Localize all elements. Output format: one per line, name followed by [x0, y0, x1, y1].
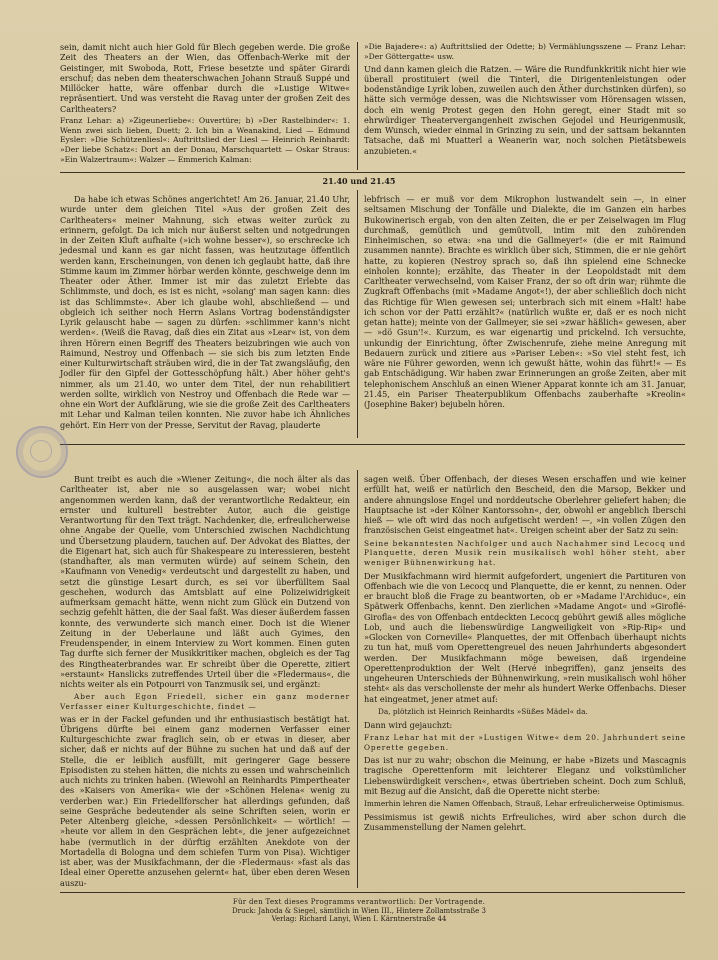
column-divider [357, 190, 358, 438]
top-right-column [364, 42, 686, 156]
paragraph: Bunt treibt es auch die »Wiener Zeitung«, die noch älter als das Carltheater ist, aber nie so ausgelassen war; wobei nicht angenommen werden kann, daß der verantwortliche Redakteur, ein ernster und kulturell bestrebter Autor, auch die geistige Verantwortung für den Text trägt. Nachdenker, die, erfreulicherweise ohne Angabe der Quelle, vom Unterschied zwischen Nachdichtung und Übersetzung plaudern, tauchen auf. Der Advokat des Blattes, der die Eigenart hat, sich auch für Shakespeare zu interessieren, besteht (standhafter, als man vermuten würde) auf seinem Schein, den »Kaufmann von Venedig« verdeutscht und dargestellt zu haben, und setzt die günstige Lesart durch, es sei vor überfülltem Saal geschehen, wodurch das Amtsblatt auf eine Polizeiwidrigkeit aufmerksam gemacht hätte, wenn nicht zum Glück ein Dutzend von sechzig gefehlt hätten, die der Saal faßt. Was dieser äußerdem fassen konnte, des verwunderte sich manch einer. Doch ist die Wiener Zeitung in der Ueberlaune und läßt auch Gyimes, den Freudenspender, in einem Interview zu Wort kommen. Einen guten Tag durfte sich ferner der Musikkritiker machen, obgleich es der Tag des Ringtheaterbrandes war. Er schreibt über die Operette, zitiert »erstaunt« Hanslicks zutreffendes Urteil über die »Fledermaus«, die nichts weiter als ein Potpourri von Tanzmusik sei, und ergänzt: [60, 474, 350, 689]
quotation: Franz Lehar hat mit der »Lustigen Witwe« dem 20. Jahrhundert seine Operette gegeben. [364, 732, 686, 752]
program-listing: Franz Lehar: a) »Zigeunerliebe«: Ouvertüre; b) »Der Rastelbinder«: 1. Wenn zwei sich lieben, Duett; 2. Ich bin a Weanakind, Lied — Edmund Eysler: »Die Schützenliesl«: Auftrittslied der Liesl — Heinrich Reinhardt: »Der liebe Schatz«: Dort an der Donau, Marschquartett — Oskar Straus: »Ein Walzertraum«: Walzer — Emmerich Kalman: [60, 115, 350, 164]
paragraph: sein, damit nicht auch hier Gold für Blech gegeben werde. Die große Zeit des Theaters an der Wien, das Offenbach-Werke mit der Geistinger, mit Swoboda, Rott, Friese besetzte und später Girardi erschuf; das neben dem theaterschwachen Johann Strauß Suppé und Millöcker hatte, wäre offenbar durch die »Lustige Witwe« repräsentiert. Und was versteht die Ravag unter der großen Zeit des Carltheaters? [60, 42, 350, 114]
paragraph: Das ist nur zu wahr; obschon die Meinung, er habe »Bizets und Mascagnis tragische Operettenform mit leichterer Eleganz und volkstümlicher Liebenswürdigkeit verschen«, etwas übertrieben scheint. Doch zum Schluß, mit Bezug auf die Ansicht, daß die Operette nicht sterbe: [364, 755, 686, 796]
section-rule [60, 172, 685, 173]
imprint-footer [0, 898, 718, 924]
mid-left-column [60, 194, 350, 430]
paragraph: Da habe ich etwas Schönes angerichtet! Am 26. Januar, 21.40 Uhr, wurde unter dem gleichen Titel »Aus der großen Zeit des Carltheaters« meiner Mahnung, sich etwas weiter zurück zu erinnern, gefolgt. Da ich mich nur äußerst selten und notgedrungen in der Zeiten Kluft aufhalte (»ich wohne besser«), so erschrecke ich jedesmal und kann es gar nicht fassen, was heutzutage öffentlich werden kann, Erscheinungen, von denen ich geglaubt hatte, daß ihre Stimme kaum im Zimmer hörbar werden könnte, geschweige denn im Theater oder Äther. Immer ist mir das zuletzt Erlebte das Schlimmste, und doch, es ist es nicht, »solang' man sagen kann: dies ist das Schlimmste«. Aber ich glaube wohl, abschließend — und obgleich ich seither noch Herrn Aslans Vortrag bodenständigster Lyrik gelauscht habe — sagen zu dürfen: »schlimmer kann's nicht werden«. (Weiß die Ravag, daß dies ein Zitat aus »Lear« ist, von dem ihren Hörern einen Begriff des Theaters beizubringen wie auch von Raimund, Nestroy und Offenbach — sie sich bis zum letzten Ende einer Kulturwirtschaft sträuben wird, die in der Tat zwangsläufig, den Jodler für den Gipfel der Gottesschöpfung hält.) Aber höher geht's nimmer, als um 21.40, wo unter dem Titel, der nun rehabilitiert werden sollte, wirklich von Nestroy und Offenbach die Rede war — ohne ein Wort der Aufklärung, wie sie die große Zeit des Carltheaters mit Lehar und Kalman teilen konnten. Nie zuvor habe ich Ähnliches gehört. Ein Herr von der Presse, Servitut der Ravag, plauderte [60, 194, 350, 430]
mid-right-column [364, 194, 686, 409]
paragraph: sagen weiß. Über Offenbach, der dieses Wesen erschaffen und wie keiner erfüllt hat, weiß er natürlich den Bescheid, den die Marsop, Bekker und andere ahnungslose Engel und norddeutsche Oberlehrer geliefert haben; die Hauptsache ist »der Kölner Kantorssohn«, der, obwohl er angeblich Iberschi hieß — wie oft wird das noch aufgetischt werden! —, »in vollen Zügen den französischen Geist eingeatmet hat«. Ureigen scheint aber der Satz zu sein: [364, 474, 686, 536]
quotation: Aber auch Egon Friedell, sicher ein ganz moderner Verfasser einer Kulturgeschichte, findet — [60, 692, 350, 711]
section-rule [60, 892, 685, 893]
paragraph: Pessimismus ist gewiß nichts Erfreuliches, wird aber schon durch die Zusammenstellung der Namen gelehrt. [364, 811, 686, 833]
imprint-line: Für den Text dieses Programms verantwortlich: Der Vortragende. [232, 898, 486, 906]
low-left-column [60, 474, 350, 888]
quotation: Immerhin lehren die Namen Offenbach, Strauß, Lehar erfreulicherweise Optimismus. [364, 799, 685, 809]
section-rule [60, 444, 685, 445]
paragraph: was er in der Fackel gefunden und ihr enthusiastisch bestätigt hat. Übrigens dürfte bei einem ganz modernen Verfasser einer Kulturgeschichte zwar fraglich sein, ob er etwas in dieser, aber sicher, daß er nichts auf der Bühne zu suchen hat und daß auf der Stelle, die er leiblich ausfüllt, mit geringerer Gage bessere Episodisten zu stehen hätten, die nichts zu essen und wahrscheinlich auch nichts zu trinken haben. (Wiewohl an Reinhardts Pimpertheater des »Kaisers von Amerika« wie der »Schönen Helena« wenig zu verderben war.) Ein Friedellforscher hat allerdings gefunden, daß seine Gespräche bedeutender als seine Schriften seien, worin er Peter Altenberg gleiche, »dessen Persönlichkeit« — wörtlich! — »heute vor allem in den Gesprächen lebt«, die jener aufgezeichnet habe (vermutlich in der dürftig erzählten Anekdote von der Mortadella di Bologna und dem schiefen Turm von Pisa). Wichtiger ist aber, was der Musikfachmann, der die ›Fledermaus‹ »fast als das Ideal einer Operette anzusehen gelernt« hat, über eben deren Wesen auszu- [60, 713, 350, 888]
paragraph: Und dann kamen gleich die Ratzen. — Wäre die Rundfunkkritik nicht hier wie überall prostituiert (weil die Tinterl, die Dirigentenleistungen oder bodenständige Lyrik loben, zuweilen auch den Äther durchstinken dürfen), so hätte sich vermöge dessen, was die Nichtswisser vom Hörensagen wissen, doch ein wenig Protest gegen den Hohn geregt, einer Stadt mit so ehrwürdiger Theatervergangenheit zwischen Gejodel und Heurigenmusik, dem Wunsch, wieder einmal in Grinzing zu sein, und der sattsam bekannten Tatsache, daß mi Muatterl a Weanerin war, noch solchen Pietätsbeweis anzubieten.« [364, 63, 686, 156]
quotation: Da, plötzlich ist Heinrich Reinhardts »Süßes Mädel« da. [378, 706, 588, 716]
library-stamp-icon [16, 426, 68, 478]
paragraph: Der Musikfachmann wird hiermit aufgefordert, ungeniert die Partituren von Offenbach wie die von Lecocq und Planquette, die er kennt, zu nennen. Oder er braucht bloß die Frage zu beantworten, ob er »Madame l'Archiduc«, ein Spätwerk Offenbachs, kennt. Den zierlichen »Madame Angot« und »Giroflé-Girofla« des von Offenbach entdeckten Lecocq gebührt gewiß alles mögliche Lob, und auch die liebenswürdige Langweiligkeit von »Rip-Rip« und »Glocken von Corneville« Planquettes, der mit Offenbach überhaupt nichts zu tun hat, muß vom Operettengreuel des neuen Jahrhunderts abgesondert werden. Der Musikfachmann möge beweisen, daß irgendeine Operettenproduktion der Welt (Hervé inbegriffen), ganz jenseits des ungeheuren Unterschieds der Bühnenwirkung, »rein musikalisch wohl höher steht« als das verschollenste der mehr als hundert Werke Offenbachs. Dieser hat eingeatmet, jener atmet auf: [364, 570, 686, 704]
quotation: Seine bekanntesten Nachfolger und auch Nachahmer sind Lecocq und Planquette, deren Musik rein musikalisch wohl höher steht, aber weniger Bühnenwirkung hat. [364, 538, 686, 567]
column-divider [357, 470, 358, 888]
imprint-line: Verlag: Richard Lanyi, Wien I. Kärntnerstraße 44 [271, 915, 447, 924]
paragraph: Dann wird gejauchzt: [364, 719, 453, 730]
paragraph: lebfrisch — er muß vor dem Mikrophon lustwandelt sein —, in einer seltsamen Mischung der Tonfälle und Dialekte, die im Ganzen ein harbes Bukowinerisch ergab, von den alten Zeiten, die er per Zeiselwagen im Flug durchmaß, gemütlich und gemütvoll, intim mit den zuhörenden Einheimischen, so etwa: »na und die Gallmeyer!« (die er mit Raimund zusammen nannte). Brachte es wirklich über sich, Stimmen, die er nie gehört hatte, zu kopieren (Nestroy sprach so, daß ihn spielend eine Schnecke einholen konnte); erzählte, das Theater in der Leopoldstadt mit dem Carltheater verwechselnd, vom Kaiser Franz, der so oft drin war; rühmte die Zugkraft Offenbachs (mit »Madame Angot«!), der aber schließlich doch nicht das Richtige für Wien gewesen sei; unterbrach sich mit einem »Halt! habe ich schon vor der Patti erzählt?« (natürlich wußte er, daß er es noch nicht getan hatte); meinte von der Gallmeyer, sie sei »zwar häßlich« gewesen, aber — »dö Gsun'!«. Kurzum, es war eigenartig und prickelnd. Ich versuchte, unkundig der Einrichtung, öfter Zwischenrufe, ziehe meine Anregung mit Bedauern zurück und zitiere aus »Pariser Leben«: »So viel steht fest, ich wäre nie Führer geworden, wenn ich gewußt hätte, wohin das führt!« — Es gab Entschädigung. Wir haben zwar Erinnerungen an große Zeiten, aber mit telephonischem Anschluß an einen Wiener Apparat konnte ich am 31. Januar, 21.45, ein Pariser Theaterpublikum Offenbachs zauberhafte »Kreolin« (Josephine Baker) bejubeln hören. [364, 194, 686, 409]
imprint-line: Druck: Jahoda & Siegel, sämtlich in Wien III., Hintere Zollamtsstraße 3 [232, 906, 486, 915]
column-divider [357, 42, 358, 170]
low-right-column [364, 474, 686, 832]
program-listing: »Die Bajadere«: a) Auftrittslied der Odette; b) Vermählungsszene — Franz Lehar: »Der Göttergatte« usw. [364, 42, 686, 61]
top-left-column [60, 42, 350, 165]
section-heading: 21.40 und 21.45 [322, 176, 396, 186]
